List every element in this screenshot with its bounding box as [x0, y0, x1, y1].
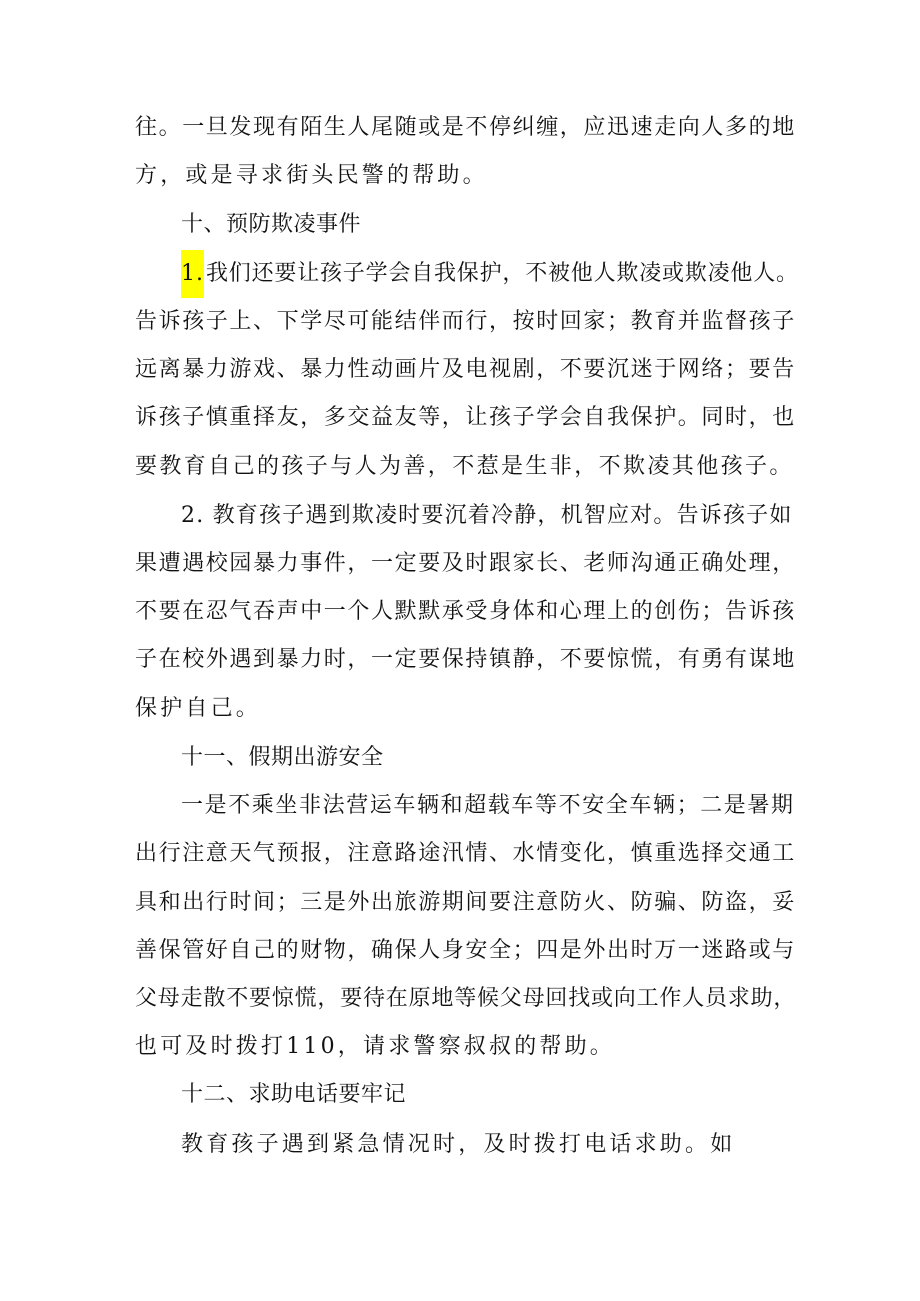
heading-10-text: 十、预防欺凌事件: [181, 212, 362, 237]
paragraph-line: [0, 782, 920, 830]
paragraph-line: [0, 250, 920, 298]
text-line-15: 一是不乘坐非法营运车辆和超载车等不安全车辆；二是暑期: [181, 793, 795, 818]
paragraph-line: [0, 636, 920, 684]
paragraph-line: [0, 1023, 920, 1071]
heading-11-text: 十一、假期出游安全: [181, 745, 384, 770]
text-line-1: 往。一旦发现有陌生人尾随或是不停纠缠，应迅速走向人多的地: [135, 115, 796, 140]
section-heading-10: [0, 201, 920, 249]
text-line-19: 父母走散不要惊慌，要待在原地等候父母回找或向工作人员求助，: [135, 986, 797, 1011]
text-line-22: 教育孩子遇到紧急情况时，及时拨打电话求助。如: [181, 1132, 736, 1157]
paragraph-line: [0, 492, 920, 540]
paragraph-line: [0, 298, 920, 346]
paragraph-line: [0, 540, 920, 588]
paragraph-line: [0, 394, 920, 442]
highlighted-item-number: 1.: [181, 250, 204, 298]
paragraph-line: [0, 152, 920, 200]
paragraph-line: [0, 443, 920, 491]
heading-12-text: 十二、求助电话要牢记: [181, 1082, 407, 1107]
text-line-11: 不要在忍气吞声中一个人默默承受身体和心理上的创伤；告诉孩: [135, 599, 796, 624]
paragraph-line: [0, 346, 920, 394]
text-line-17: 具和出行时间；三是外出旅游期间要注意防火、防骗、防盗，妥: [135, 890, 796, 915]
paragraph-line: [0, 685, 920, 733]
text-line-16: 出行注意天气预报，注意路途汛情、水情变化，慎重选择交通工: [135, 841, 796, 866]
paragraph-line: [0, 879, 920, 927]
text-line-2: 方，或是寻求街头民警的帮助。: [135, 163, 488, 188]
text-line-5: 告诉孩子上、下学尽可能结伴而行，按时回家；教育并监督孩子: [135, 309, 796, 334]
text-line-18: 善保管好自己的财物，确保人身安全；四是外出时万一迷路或与: [135, 938, 796, 963]
paragraph-line: [0, 830, 920, 878]
text-line-9: 2. 教育孩子遇到欺凌时要沉着冷静，机智应对。告诉孩子如: [181, 503, 793, 528]
section-heading-11: [0, 734, 920, 782]
text-line-7: 诉孩子慎重择友，多交益友等，让孩子学会自我保护。同时，也: [135, 405, 796, 430]
paragraph-line: [0, 927, 920, 975]
text-line-13: 保护自己。: [135, 696, 262, 721]
text-line-12: 子在校外遇到暴力时，一定要保持镇静，不要惊慌，有勇有谋地: [135, 647, 796, 672]
section-heading-12: [0, 1071, 920, 1119]
text-line-8: 要教育自己的孩子与人为善，不惹是生非，不欺凌其他孩子。: [135, 454, 794, 479]
text-line-10: 果遭遇校园暴力事件，一定要及时跟家长、老师沟通正确处理，: [135, 551, 796, 576]
paragraph-line: [0, 1121, 920, 1169]
text-line-20: 也可及时拨打110，请求警察叔叔的帮助。: [135, 1034, 615, 1059]
paragraph-line: [0, 104, 920, 152]
text-line-4: 我们还要让孩子学会自我保护，不被他人欺凌或欺凌他人。: [206, 261, 799, 286]
text-line-6: 远离暴力游戏、暴力性动画片及电视剧，不要沉迷于网络；要告: [135, 357, 796, 382]
paragraph-line: [0, 588, 920, 636]
paragraph-line: [0, 975, 920, 1023]
